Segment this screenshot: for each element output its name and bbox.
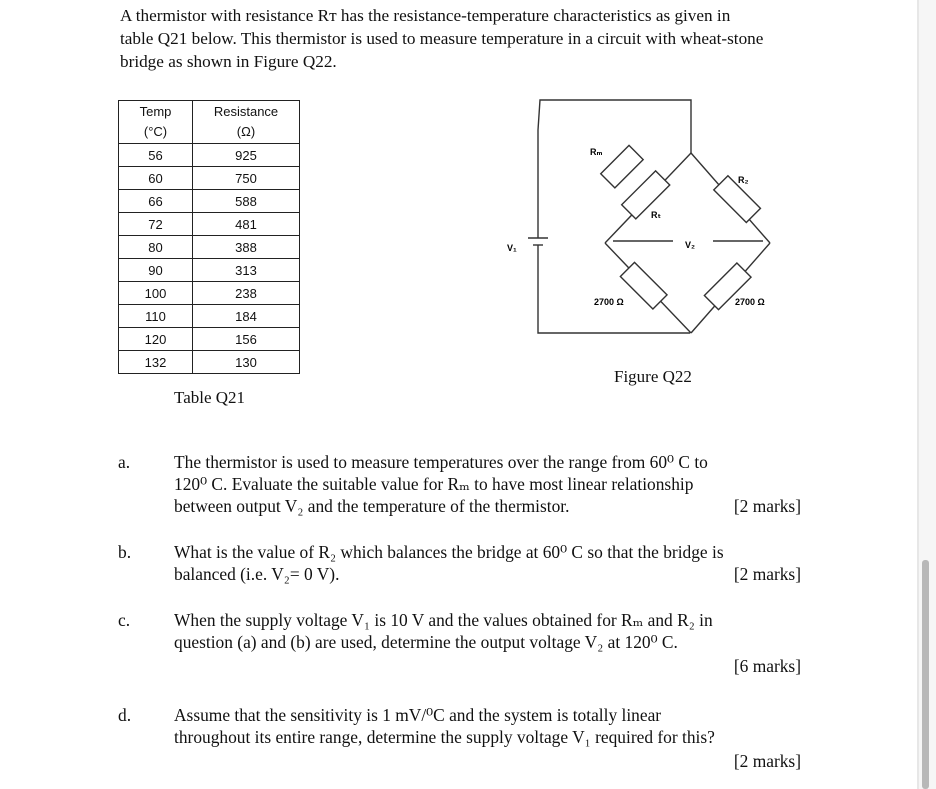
question-text: question (a) and (b) are used, determine the output voltage V₂ at 120⁰ C. <box>174 632 678 652</box>
cell-temp: 132 <box>119 351 193 374</box>
table-header-row <box>119 101 300 144</box>
question-text: Assume that the sensitivity is 1 mV/⁰C and the system is totally linear <box>174 705 662 725</box>
table-row <box>119 144 300 167</box>
question-marks: [2 marks] <box>733 496 801 516</box>
header-resistance: Resistance (Ω) <box>193 101 300 144</box>
table-row <box>119 259 300 282</box>
problem-intro <box>120 4 820 73</box>
label-r2: R₂ <box>738 175 749 185</box>
label-rm: Rₘ <box>590 147 603 157</box>
scrollbar-thumb[interactable] <box>922 560 929 789</box>
wire-top <box>538 100 691 153</box>
question-letter: d. <box>118 705 132 725</box>
question-letter: b. <box>118 542 132 562</box>
question-marks: [2 marks] <box>733 564 801 584</box>
cell-resistance: 588 <box>193 190 300 213</box>
thermistor-table <box>118 100 300 374</box>
cell-temp: 66 <box>119 190 193 213</box>
question-text: balanced (i.e. V₂= 0 V). <box>174 564 340 584</box>
table-row <box>119 213 300 236</box>
question-text: between output V₂ and the temperature of the thermistor. <box>174 496 570 516</box>
question-marks: [2 marks] <box>733 751 801 771</box>
question-letter: a. <box>118 452 131 472</box>
cell-resistance: 925 <box>193 144 300 167</box>
label-v1: V₁ <box>507 243 517 253</box>
table-row <box>119 236 300 259</box>
label-r4: 2700 Ω <box>735 297 765 307</box>
label-rt: Rₜ <box>651 210 661 220</box>
wheatstone-bridge-diagram <box>495 95 795 345</box>
table-row <box>119 305 300 328</box>
table-row <box>119 351 300 374</box>
wire-bottom <box>538 250 690 333</box>
cell-resistance: 750 <box>193 167 300 190</box>
cell-resistance: 184 <box>193 305 300 328</box>
cell-resistance: 238 <box>193 282 300 305</box>
header-temp: Temp (°C) <box>119 101 193 144</box>
rt-thermistor <box>622 171 670 219</box>
cell-temp: 100 <box>119 282 193 305</box>
intro-line: bridge as shown in Figure Q22. <box>120 52 337 71</box>
cell-temp: 80 <box>119 236 193 259</box>
r3-resistor <box>620 262 667 309</box>
rm-resistor <box>601 145 643 187</box>
cell-temp: 120 <box>119 328 193 351</box>
cell-resistance: 313 <box>193 259 300 282</box>
table-row <box>119 190 300 213</box>
question-text: 120⁰ C. Evaluate the suitable value for Rₘ to have most linear relationship <box>174 474 694 494</box>
question-text: When the supply voltage V₁ is 10 V and the values obtained for Rₘ and R₂ in <box>174 610 713 630</box>
cell-resistance: 481 <box>193 213 300 236</box>
table-caption: Table Q21 <box>174 388 246 407</box>
table-row <box>119 328 300 351</box>
figure-caption: Figure Q22 <box>614 367 692 386</box>
label-r3: 2700 Ω <box>594 297 624 307</box>
cell-temp: 60 <box>119 167 193 190</box>
cell-resistance: 156 <box>193 328 300 351</box>
label-v2: V₂ <box>685 240 696 250</box>
cell-resistance: 130 <box>193 351 300 374</box>
cell-temp: 56 <box>119 144 193 167</box>
table-row <box>119 167 300 190</box>
intro-line: A thermistor with resistance Rᴛ has the resistance-temperature characteristics as given in <box>120 6 731 25</box>
cell-resistance: 388 <box>193 236 300 259</box>
table-row <box>119 282 300 305</box>
question-marks: [6 marks] <box>733 656 801 676</box>
cell-temp: 110 <box>119 305 193 328</box>
question-text: What is the value of R₂ which balances the bridge at 60⁰ C so that the bridge is <box>174 542 724 562</box>
intro-line: table Q21 below. This thermistor is used to measure temperature in a circuit with wheat-stone <box>120 29 764 48</box>
question-text: The thermistor is used to measure temperatures over the range from 60⁰ C to <box>174 452 708 472</box>
cell-temp: 90 <box>119 259 193 282</box>
question-letter: c. <box>118 610 131 630</box>
question-text: throughout its entire range, determine the supply voltage V₁ required for this? <box>174 727 715 747</box>
cell-temp: 72 <box>119 213 193 236</box>
